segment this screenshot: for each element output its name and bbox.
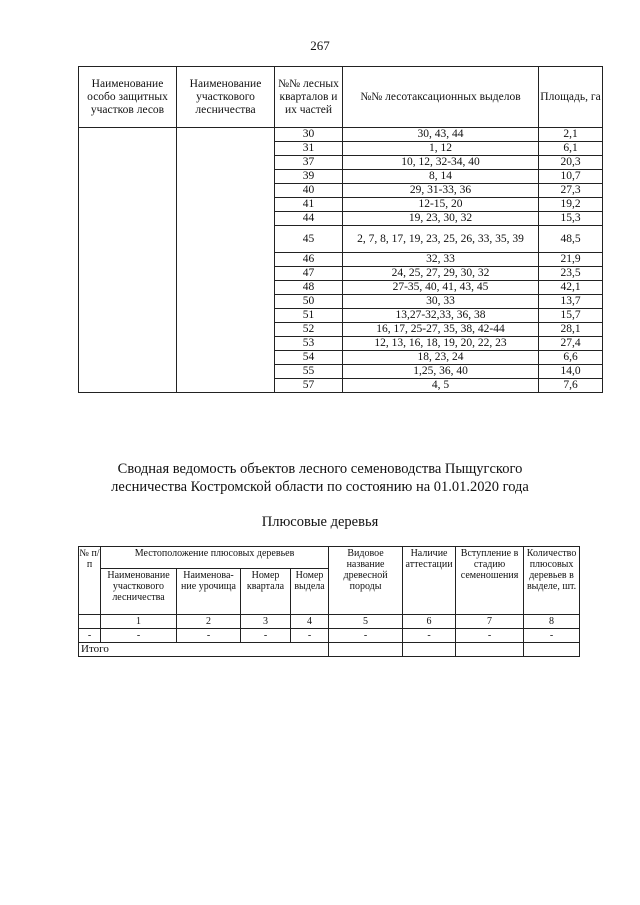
header-attestation: Наличие аттестации: [403, 547, 456, 615]
quarter-cell: 55: [275, 365, 343, 379]
column-number-cell: [79, 615, 101, 629]
area-cell: 6,1: [539, 142, 603, 156]
area-cell: 20,3: [539, 156, 603, 170]
dash-cell: -: [456, 629, 524, 643]
district-forestry-cell: [177, 128, 275, 393]
table-body: [79, 128, 603, 393]
summary-heading: [0, 460, 640, 496]
area-cell: 21,9: [539, 253, 603, 267]
quarter-cell: 53: [275, 337, 343, 351]
area-cell: 14,0: [539, 365, 603, 379]
table-header-row: [79, 547, 580, 569]
dash-cell: -: [101, 629, 177, 643]
column-number-cell: 3: [241, 615, 291, 629]
dash-cell: -: [329, 629, 403, 643]
summary-heading-line2: лесничества Костромской области по состоянию на 01.01.2020 года: [111, 479, 529, 495]
quarter-cell: 57: [275, 379, 343, 393]
dash-cell: -: [79, 629, 101, 643]
subcompartment-cell: 10, 12, 32-34, 40: [343, 156, 539, 170]
subcompartment-cell: 12, 13, 16, 18, 19, 20, 22, 23: [343, 337, 539, 351]
subcompartment-cell: 19, 23, 30, 32: [343, 212, 539, 226]
column-number-cell: 5: [329, 615, 403, 629]
quarter-cell: 30: [275, 128, 343, 142]
quarter-cell: 31: [275, 142, 343, 156]
header-species: Видовое название древесной породы: [329, 547, 403, 615]
area-cell: 6,6: [539, 351, 603, 365]
area-cell: 42,1: [539, 281, 603, 295]
header-quarter-number: Номер квартала: [241, 569, 291, 615]
subcompartment-cell: 18, 23, 24: [343, 351, 539, 365]
header-district-forestry: Наименование участкового лесничества: [177, 67, 275, 128]
area-cell: 28,1: [539, 323, 603, 337]
quarter-cell: 54: [275, 351, 343, 365]
total-row: [79, 643, 580, 657]
dash-cell: -: [241, 629, 291, 643]
plus-trees-table: [78, 546, 580, 657]
summary-heading-line1: Сводная ведомость объектов лесного семеноводства Пыщугского: [117, 461, 523, 477]
header-district-forestry: Наименование участкового лесничества: [101, 569, 177, 615]
table-row: [79, 629, 580, 643]
quarter-cell: 46: [275, 253, 343, 267]
header-area-ha: Площадь, га: [539, 67, 603, 128]
dash-cell: -: [524, 629, 580, 643]
protected-area-cell: [79, 128, 177, 393]
dash-cell: -: [403, 629, 456, 643]
quarter-cell: 45: [275, 226, 343, 253]
subcompartment-cell: 30, 43, 44: [343, 128, 539, 142]
area-cell: 15,7: [539, 309, 603, 323]
quarter-cell: 50: [275, 295, 343, 309]
header-location: Местоположение плюсовых деревьев: [101, 547, 329, 569]
total-cell: [524, 643, 580, 657]
header-tract-name: Наименова-ние урочища: [177, 569, 241, 615]
area-cell: 27,4: [539, 337, 603, 351]
subcompartment-cell: 30, 33: [343, 295, 539, 309]
area-cell: 15,3: [539, 212, 603, 226]
header-seeding-stage: Вступление в стадию семеношения: [456, 547, 524, 615]
total-cell: [456, 643, 524, 657]
quarter-cell: 39: [275, 170, 343, 184]
plus-trees-subheading: Плюсовые деревья: [261, 514, 379, 530]
subcompartment-cell: 32, 33: [343, 253, 539, 267]
column-number-cell: 8: [524, 615, 580, 629]
quarter-cell: 44: [275, 212, 343, 226]
area-cell: 13,7: [539, 295, 603, 309]
table-header-row: [79, 67, 603, 128]
total-cell: [329, 643, 403, 657]
header-row-number: № п/п: [79, 547, 101, 615]
column-number-cell: 6: [403, 615, 456, 629]
header-protected-area-name: Наименование особо защитных участков лесов: [79, 67, 177, 128]
quarter-cell: 52: [275, 323, 343, 337]
subcompartment-cell: 27-35, 40, 41, 43, 45: [343, 281, 539, 295]
area-cell: 7,6: [539, 379, 603, 393]
header-subcompartment-numbers: №№ лесотаксационных выделов: [343, 67, 539, 128]
subcompartment-cell: 4, 5: [343, 379, 539, 393]
quarter-cell: 47: [275, 267, 343, 281]
subcompartment-cell: 29, 31-33, 36: [343, 184, 539, 198]
area-cell: 10,7: [539, 170, 603, 184]
column-number-cell: 4: [291, 615, 329, 629]
total-label: Итого: [79, 643, 329, 657]
column-number-cell: 7: [456, 615, 524, 629]
area-cell: 19,2: [539, 198, 603, 212]
subcompartment-cell: 13,27-32,33, 36, 38: [343, 309, 539, 323]
header-tree-count: Количество плюсовых деревьев в выделе, шт.: [524, 547, 580, 615]
quarter-cell: 41: [275, 198, 343, 212]
dash-cell: -: [291, 629, 329, 643]
quarter-cell: 40: [275, 184, 343, 198]
area-cell: 2,1: [539, 128, 603, 142]
subcompartment-cell: 12-15, 20: [343, 198, 539, 212]
area-cell: 23,5: [539, 267, 603, 281]
column-number-row: [79, 615, 580, 629]
column-number-cell: 1: [101, 615, 177, 629]
subcompartment-cell: 16, 17, 25-27, 35, 38, 42-44: [343, 323, 539, 337]
subcompartment-cell: 1,25, 36, 40: [343, 365, 539, 379]
subcompartment-cell: 2, 7, 8, 17, 19, 23, 25, 26, 33, 35, 39: [343, 226, 539, 253]
protected-areas-table: [78, 66, 603, 393]
dash-cell: -: [177, 629, 241, 643]
header-subcompartment-number: Номер выдела: [291, 569, 329, 615]
table-row: [79, 128, 603, 142]
page-number: 267: [310, 38, 330, 53]
total-cell: [403, 643, 456, 657]
subcompartment-cell: 24, 25, 27, 29, 30, 32: [343, 267, 539, 281]
subcompartment-cell: 1, 12: [343, 142, 539, 156]
header-quarter-numbers: №№ лесных кварталов и их частей: [275, 67, 343, 128]
area-cell: 48,5: [539, 226, 603, 253]
quarter-cell: 51: [275, 309, 343, 323]
subcompartment-cell: 8, 14: [343, 170, 539, 184]
quarter-cell: 48: [275, 281, 343, 295]
quarter-cell: 37: [275, 156, 343, 170]
area-cell: 27,3: [539, 184, 603, 198]
column-number-cell: 2: [177, 615, 241, 629]
